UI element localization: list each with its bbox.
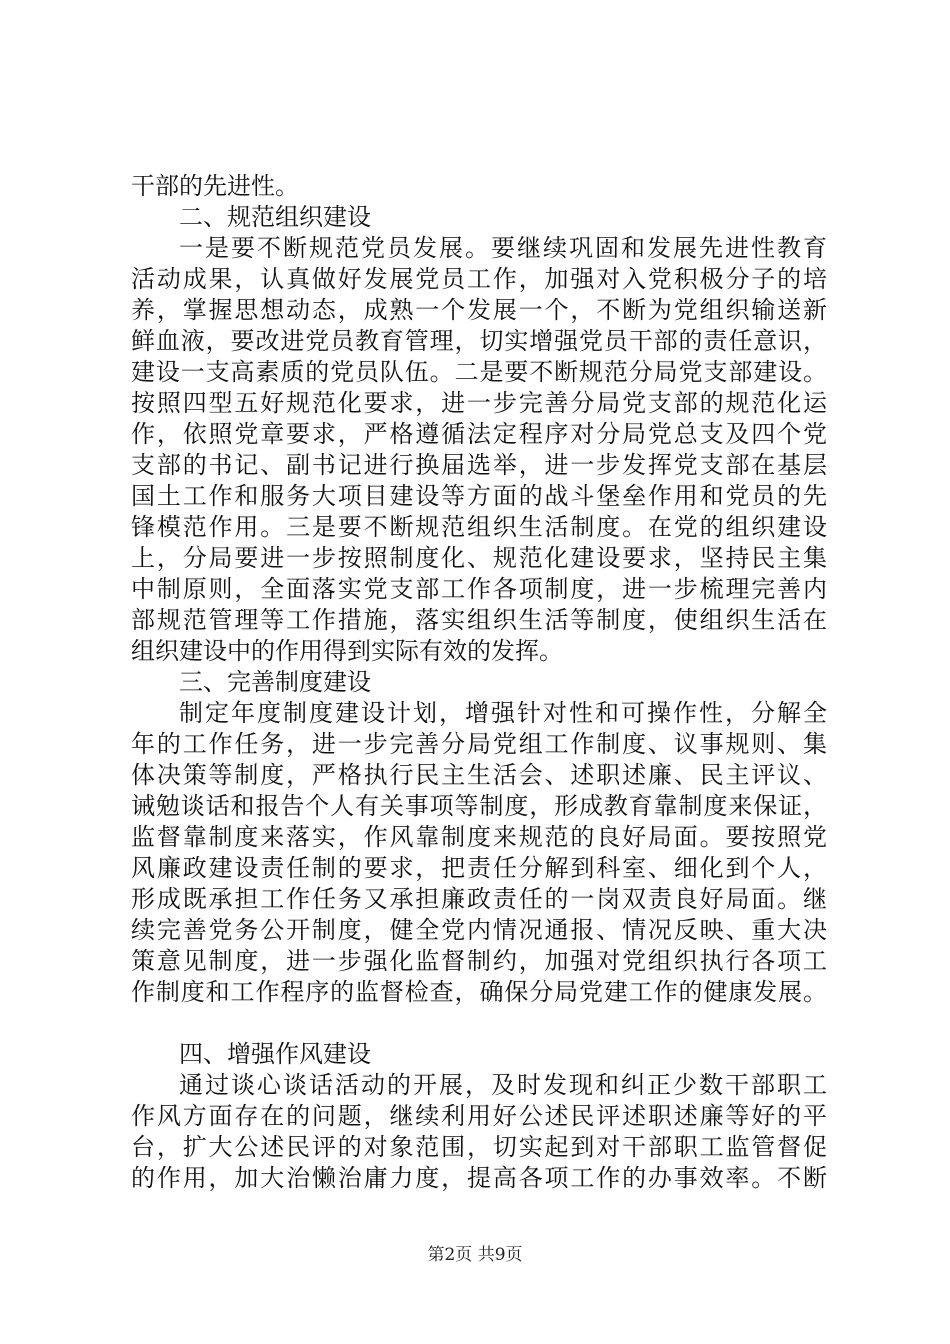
text-line: 通过谈心谈话活动的开展，及时发现和纠正少数干部职工 xyxy=(179,1071,827,1099)
blank-line xyxy=(131,1008,827,1039)
text-line: 作制度和工作程序的监督检查，确保分局党建工作的健康发展。 xyxy=(131,978,827,1006)
page-number: 第2页 共9页 xyxy=(427,1245,523,1265)
text-line: 干部的先进性。 xyxy=(131,172,299,200)
text-line: 诫勉谈话和报告个人有关事项等制度，形成教育靠制度来保证， xyxy=(131,792,827,820)
text-line: 作风方面存在的问题，继续利用好公述民评述职述廉等好的平 xyxy=(131,1102,827,1130)
text-line: 建设一支高素质的党员队伍。二是要不断规范分局党支部建设。 xyxy=(131,358,827,386)
text-line: 按照四型五好规范化要求，进一步完善分局党支部的规范化运 xyxy=(131,389,827,417)
text-line: 风廉政建设责任制的要求，把责任分解到科室、细化到个人， xyxy=(131,854,827,882)
section-heading: 二、规范组织建设 xyxy=(179,203,371,231)
text-line: 部规范管理等工作措施，落实组织生活等制度，使组织生活在 xyxy=(131,606,827,634)
text-line: 活动成果，认真做好发展党员工作，加强对入党积极分子的培 xyxy=(131,265,827,293)
text-line: 体决策等制度，严格执行民主生活会、述职述廉、民主评议、 xyxy=(131,761,827,789)
text-line: 养，掌握思想动态，成熟一个发展一个，不断为党组织输送新 xyxy=(131,296,827,324)
text-line: 策意见制度，进一步强化监督制约，加强对党组织执行各项工 xyxy=(131,947,827,975)
text-line: 制定年度制度建设计划，增强针对性和可操作性，分解全 xyxy=(179,699,827,727)
text-line: 作，依照党章要求，严格遵循法定程序对分局党总支及四个党 xyxy=(131,420,827,448)
section-heading: 四、增强作风建设 xyxy=(179,1040,371,1068)
text-line: 国土工作和服务大项目建设等方面的战斗堡垒作用和党员的先 xyxy=(131,482,827,510)
section-heading: 三、完善制度建设 xyxy=(179,668,371,696)
text-line: 锋模范作用。三是要不断规范组织生活制度。在党的组织建设 xyxy=(131,513,827,541)
document-body xyxy=(131,171,827,1194)
text-line: 的作用，加大治懒治庸力度，提高各项工作的办事效率。不断 xyxy=(131,1164,827,1192)
text-line: 续完善党务公开制度，健全党内情况通报、情况反映、重大决 xyxy=(131,916,827,944)
text-line: 组织建设中的作用得到实际有效的发挥。 xyxy=(131,637,563,665)
text-line: 形成既承担工作任务又承担廉政责任的一岗双责良好局面。继 xyxy=(131,885,827,913)
text-line: 中制原则，全面落实党支部工作各项制度，进一步梳理完善内 xyxy=(131,575,827,603)
text-line: 鲜血液，要改进党员教育管理，切实增强党员干部的责任意识， xyxy=(131,327,827,355)
text-line: 支部的书记、副书记进行换届选举，进一步发挥党支部在基层 xyxy=(131,451,827,479)
text-line: 台，扩大公述民评的对象范围，切实起到对干部职工监管督促 xyxy=(131,1133,827,1161)
text-line: 年的工作任务，进一步完善分局党组工作制度、议事规则、集 xyxy=(131,730,827,758)
text-line: 一是要不断规范党员发展。要继续巩固和发展先进性教育 xyxy=(179,234,827,262)
text-line: 监督靠制度来落实，作风靠制度来规范的良好局面。要按照党 xyxy=(131,823,827,851)
text-line: 上，分局要进一步按照制度化、规范化建设要求，坚持民主集 xyxy=(131,544,827,572)
